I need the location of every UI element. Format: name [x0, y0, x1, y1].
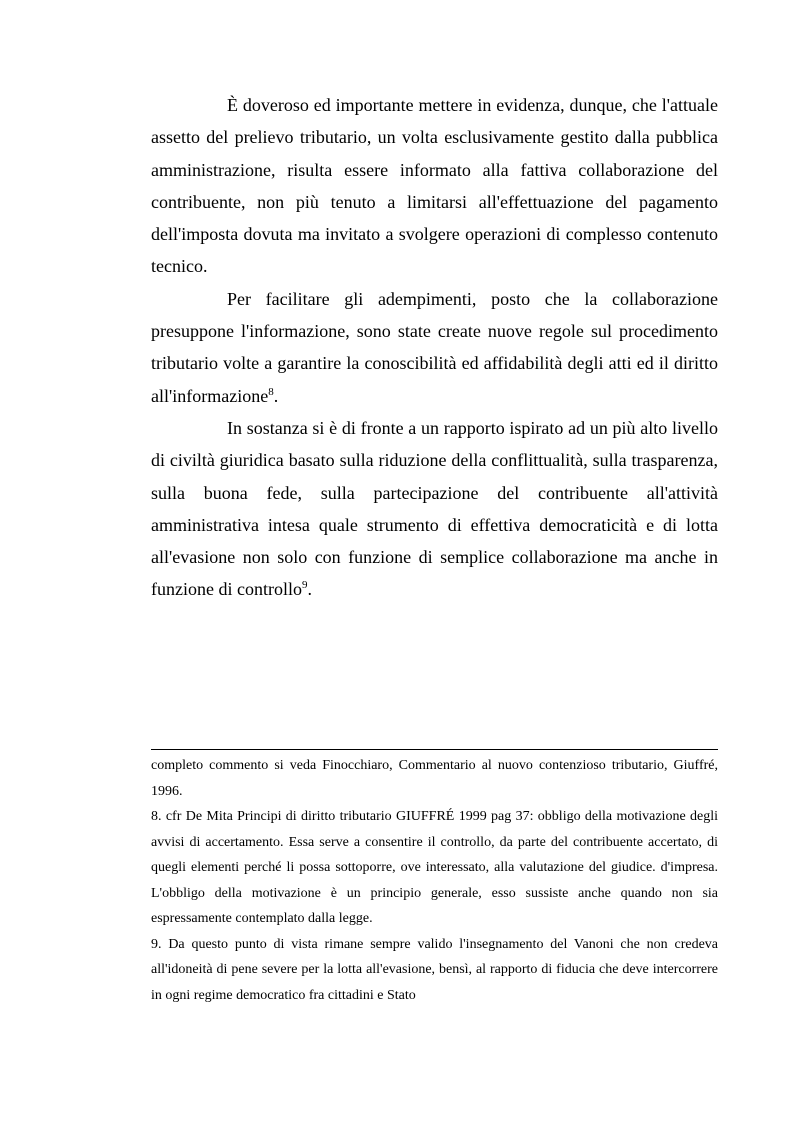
paragraph-text: Per facilitare gli adempimenti, posto che la collaborazione presuppone l'informazione, sono state create nuove regole sul procedimento tributario volte a garantire la conoscibilità ed affidabilità degli atti ed il diritto all'informazione [151, 288, 718, 406]
footnote-separator [151, 749, 718, 750]
body-paragraph-2 [151, 283, 718, 412]
main-text [151, 89, 718, 606]
paragraph-text: È doveroso ed importante mettere in evidenza, dunque, che l'attuale assetto del prelievo tributario, un volta esclusivamente gestito dalla pubblica amministrazione, risulta essere informato alla fattiva collaborazione del contribuente, non più tenuto a limitarsi all'effettuazione del pagamento dell'imposta dovuta ma invitato a svolgere operazioni di complesso contenuto tecnico. [151, 95, 718, 277]
paragraph-text: In sostanza si è di fronte a un rapporto ispirato ad un più alto livello di civiltà giuridica basato sulla riduzione della conflittualità, sulla trasparenza, sulla buona fede, sulla partecipazione del contribuente all'attività amministrativa intesa quale strumento di effettiva democraticità e di lotta all'evasione non solo con funzione di semplice collaborazione ma anche in funzione di controllo [151, 417, 718, 600]
body-paragraph-1 [151, 89, 718, 283]
footnote-8: 8. cfr De Mita Principi di diritto tributario GIUFFRÉ 1999 pag 37: obbligo della motivazione degli avvisi di accertamento. Essa serve a consentire il controllo, da parte del contribuente accertato, di quegli elementi perché li possa sottoporre, ove interessato, alla valutazione del giudice. d'impresa. L'obbligo della motivazione è un principio generale, esso sussiste anche quando non sia espressamente contemplato dalla legge. [151, 809, 718, 926]
footnote-reference-9[interactable]: 9 [301, 579, 308, 592]
paragraph-tail: . [273, 385, 279, 406]
body-paragraph-3 [151, 412, 718, 606]
paragraph-tail: . [307, 579, 312, 600]
footnote-reference-8[interactable]: 8 [268, 385, 274, 398]
footnote-continuation: completo commento si veda Finocchiaro, Commentario al nuovo contenzioso tributario, Giuffré, 1996. [151, 758, 718, 799]
footnotes-section [151, 753, 718, 1008]
footnote-9: 9. Da questo punto di vista rimane sempre valido l'insegnamento del Vanoni che non credeva all'idoneità di pene severe per la lotta all'evasione, bensì, al rapporto di fiducia che deve intercorrere in ogni regime democratico fra cittadini e Stato [151, 936, 718, 1003]
